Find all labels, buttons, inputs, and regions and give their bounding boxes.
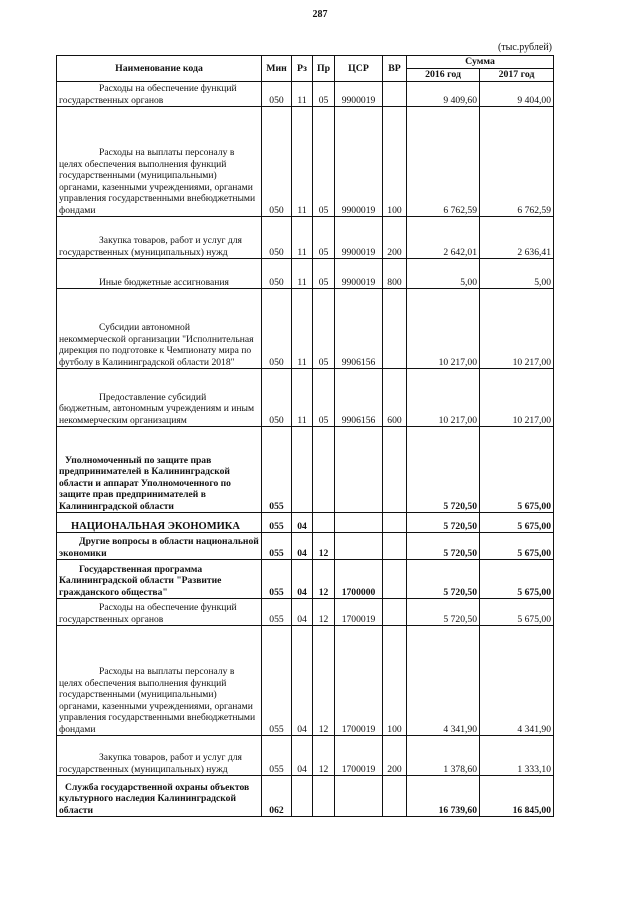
cell-2016: 9 409,60 [407,82,480,107]
cell-pr: 12 [313,599,335,626]
cell-2017: 6 762,59 [480,107,554,217]
table-row [57,217,554,259]
cell-2016: 6 762,59 [407,107,480,217]
cell-rz: 11 [292,259,313,289]
cell-csr: 1700000 [335,560,383,599]
cell-min: 055 [262,599,292,626]
cell-rz: 11 [292,289,313,369]
cell-rz: 04 [292,560,313,599]
cell-rz: 11 [292,107,313,217]
cell-name: Субсидии автономной некоммерческой организации "Исполнительная дирекция по подготовке к Чемпионату мира по футболу в Калининградской области 2018" [57,289,262,369]
cell-min: 055 [262,736,292,776]
cell-vr: 100 [383,107,407,217]
cell-rz: 11 [292,82,313,107]
cell-csr: 9906156 [335,289,383,369]
header-min: Мин [262,56,292,82]
cell-vr [383,776,407,817]
cell-vr: 800 [383,259,407,289]
header-pr: Пр [313,56,335,82]
cell-name: Предоставление субсидий бюджетным, автономным учреждениям и иным некоммерческим организациям [57,369,262,427]
cell-2017: 5 675,00 [480,560,554,599]
cell-2016: 5 720,50 [407,513,480,533]
cell-2017: 1 333,10 [480,736,554,776]
cell-vr: 200 [383,736,407,776]
table-row [57,289,554,369]
cell-name: Закупка товаров, работ и услуг для государственных (муниципальных) нужд [57,217,262,259]
table-row [57,513,554,533]
cell-pr: 12 [313,560,335,599]
cell-2017: 4 341,90 [480,626,554,736]
cell-min: 050 [262,82,292,107]
cell-pr: 05 [313,289,335,369]
cell-2017: 16 845,00 [480,776,554,817]
cell-csr: 9900019 [335,259,383,289]
table-row [57,736,554,776]
cell-rz [292,427,313,513]
cell-csr: 1700019 [335,736,383,776]
cell-vr [383,599,407,626]
cell-min: 050 [262,369,292,427]
header-sum: Сумма [407,56,554,69]
cell-2016: 10 217,00 [407,369,480,427]
cell-csr [335,776,383,817]
cell-min: 055 [262,513,292,533]
cell-min: 055 [262,626,292,736]
cell-pr: 12 [313,736,335,776]
cell-2017: 5 675,00 [480,513,554,533]
cell-csr [335,533,383,560]
units-label: (тыс.рублей) [497,42,552,53]
budget-table [56,55,554,817]
cell-2016: 5 720,50 [407,599,480,626]
table-row [57,82,554,107]
cell-rz: 04 [292,533,313,560]
cell-name: Расходы на выплаты персоналу в целях обеспечения выполнения функций государственными (муниципальными) органами, казенными учреждениями, органами управления государственными внебюджетными фондами [57,626,262,736]
table-row [57,599,554,626]
cell-min: 062 [262,776,292,817]
cell-pr: 05 [313,82,335,107]
table-row [57,560,554,599]
cell-2016: 16 739,60 [407,776,480,817]
cell-vr [383,560,407,599]
cell-2016: 1 378,60 [407,736,480,776]
cell-vr [383,82,407,107]
header-2016: 2016 год [407,69,480,82]
cell-csr: 9906156 [335,369,383,427]
cell-name: Служба государственной охраны объектов культурного наследия Калининградской области [57,776,262,817]
cell-name: Уполномоченный по защите прав предпринимателей в Калининградской области и аппарат Уполномоченного по защите прав предпринимателей в Калининградской области [57,427,262,513]
cell-pr [313,427,335,513]
cell-vr [383,427,407,513]
cell-csr: 9900019 [335,107,383,217]
cell-pr: 05 [313,369,335,427]
table-row [57,626,554,736]
cell-rz: 04 [292,599,313,626]
cell-name: Государственная программа Калининградской области "Развитие гражданского общества" [57,560,262,599]
cell-2016: 10 217,00 [407,289,480,369]
cell-min: 050 [262,289,292,369]
cell-csr: 1700019 [335,626,383,736]
cell-2016: 5 720,50 [407,560,480,599]
cell-name: Другие вопросы в области национальной экономики [57,533,262,560]
cell-name: Расходы на обеспечение функций государственных органов [57,82,262,107]
cell-rz: 11 [292,369,313,427]
cell-pr: 05 [313,107,335,217]
cell-2016: 5,00 [407,259,480,289]
cell-pr [313,776,335,817]
cell-min: 055 [262,427,292,513]
cell-name: НАЦИОНАЛЬНАЯ ЭКОНОМИКА [57,513,262,533]
cell-vr: 200 [383,217,407,259]
header-rz: Рз [292,56,313,82]
cell-vr: 100 [383,626,407,736]
cell-2016: 4 341,90 [407,626,480,736]
header-csr: ЦСР [335,56,383,82]
cell-2017: 10 217,00 [480,289,554,369]
cell-vr [383,513,407,533]
cell-csr: 1700019 [335,599,383,626]
cell-name: Иные бюджетные ассигнования [57,259,262,289]
cell-rz [292,776,313,817]
cell-vr [383,533,407,560]
cell-name: Расходы на обеспечение функций государственных органов [57,599,262,626]
cell-rz: 11 [292,217,313,259]
header-2017: 2017 год [480,69,554,82]
cell-pr [313,513,335,533]
table-row [57,776,554,817]
cell-min: 055 [262,533,292,560]
cell-csr: 9900019 [335,82,383,107]
cell-pr: 12 [313,533,335,560]
table-row [57,259,554,289]
cell-2016: 5 720,50 [407,533,480,560]
cell-2017: 2 636,41 [480,217,554,259]
cell-csr [335,427,383,513]
cell-2016: 5 720,50 [407,427,480,513]
cell-vr: 600 [383,369,407,427]
header-vr: ВР [383,56,407,82]
cell-name: Закупка товаров, работ и услуг для государственных (муниципальных) нужд [57,736,262,776]
cell-rz: 04 [292,513,313,533]
table-row [57,427,554,513]
cell-min: 050 [262,107,292,217]
cell-2017: 9 404,00 [480,82,554,107]
table-row [57,369,554,427]
cell-csr: 9900019 [335,217,383,259]
cell-2017: 5 675,00 [480,599,554,626]
table-row [57,107,554,217]
cell-2017: 5 675,00 [480,427,554,513]
header-name: Наименование кода [57,56,262,82]
cell-2017: 5 675,00 [480,533,554,560]
cell-name: Расходы на выплаты персоналу в целях обеспечения выполнения функций государственными (муниципальными) органами, казенными учреждениями, органами управления государственными внебюджетными фондами [57,107,262,217]
cell-2016: 2 642,01 [407,217,480,259]
cell-min: 055 [262,560,292,599]
cell-pr: 05 [313,259,335,289]
cell-2017: 10 217,00 [480,369,554,427]
cell-rz: 04 [292,736,313,776]
cell-min: 050 [262,217,292,259]
cell-rz: 04 [292,626,313,736]
cell-min: 050 [262,259,292,289]
cell-pr: 05 [313,217,335,259]
page-number: 287 [312,9,328,20]
cell-csr [335,513,383,533]
cell-vr [383,289,407,369]
cell-pr: 12 [313,626,335,736]
table-row [57,533,554,560]
cell-2017: 5,00 [480,259,554,289]
